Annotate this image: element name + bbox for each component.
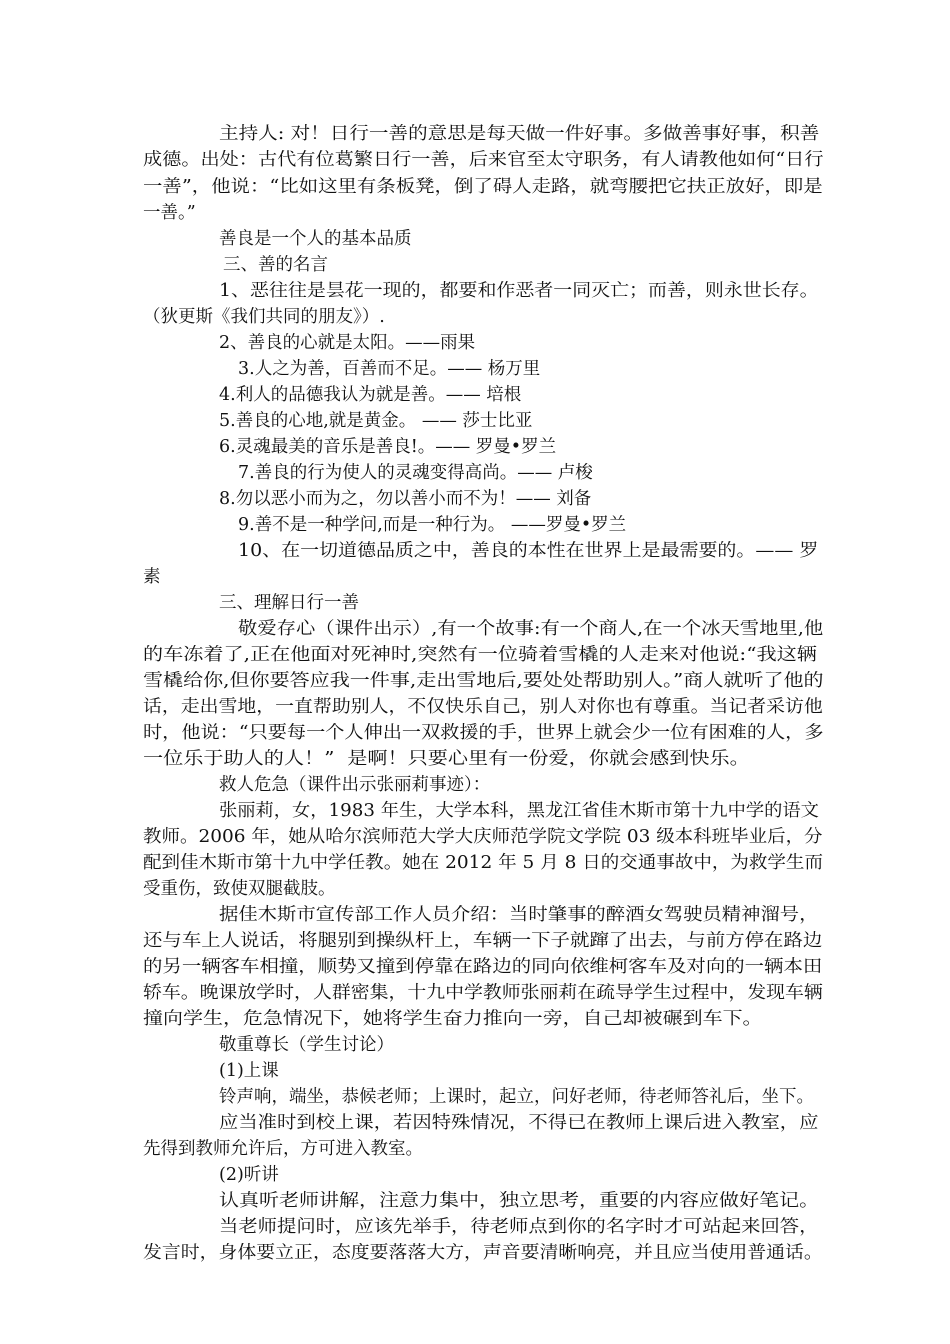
- paragraph-line: 敬爱存心（课件出示）,有一个故事:有一个商人,在一个冰天雪地里,他: [238, 619, 824, 639]
- quote-line: 1、恶往往是昙花一现的，都要和作恶者一同灭亡；而善，则永世长存。: [219, 281, 819, 301]
- paragraph-line: 轿车。晚课放学时，人群密集，十九中学教师张丽莉在疏导学生过程中，发现车辆: [143, 983, 823, 1003]
- quote-line: 7.善良的行为使人的灵魂变得高尚。—— 卢梭: [238, 463, 593, 483]
- paragraph-line: 教师。2006 年，她从哈尔滨师范大学大庆师范学院文学院 03 级本科班毕业后，分: [143, 827, 823, 847]
- paragraph-line: 主持人: 对！日行一善的意思是每天做一件好事。多做善事好事，积善: [219, 124, 820, 144]
- paragraph-line: 一善。”: [143, 203, 196, 223]
- quote-line: 10、在一切道德品质之中，善良的本性在世界上是最需要的。—— 罗: [238, 541, 819, 561]
- paragraph-line: 话，走出雪地，一直帮助别人，不仅快乐自己，别人对你也有尊重。当记者采访他: [143, 697, 823, 717]
- quote-line: 6.灵魂最美的音乐是善良!。—— 罗曼•罗兰: [219, 437, 557, 457]
- paragraph-line: 据佳木斯市宣传部工作人员介绍：当时肇事的醉酒女驾驶员精神溜号，: [219, 905, 819, 925]
- paragraph-line: 配到佳木斯市第十九中学任教。她在 2012 年 5 月 8 日的交通事故中，为救学生而: [143, 853, 823, 873]
- subheading: 救人危急（课件出示张丽莉事迹）：: [219, 775, 491, 795]
- quote-line: 9.善不是一种学问,而是一种行为。 ——罗曼•罗兰: [238, 515, 627, 535]
- paragraph-line: 的另一辆客车相撞，顺势又撞到停靠在路边的同向依维柯客车及对向的一辆本田: [143, 957, 823, 977]
- subheading: (2)听讲: [219, 1165, 279, 1185]
- quote-line: 素: [143, 567, 161, 587]
- paragraph-line: 应当准时到校上课，若因特殊情况，不得已在教师上课后进入教室，应: [219, 1113, 819, 1133]
- paragraph-line: 的车冻着了,正在他面对死神时,突然有一位骑着雪橇的人走来对他说:“我这辆: [143, 645, 817, 665]
- paragraph-line: 还与车上人说话，将腿别到操纵杆上，车辆一下子就蹿了出去，与前方停在路边: [143, 931, 823, 951]
- paragraph-line: 认真听老师讲解，注意力集中，独立思考，重要的内容应做好笔记。: [219, 1191, 820, 1211]
- paragraph-line: 撞向学生，危急情况下，她将学生奋力推向一旁，自己却被碾到车下。: [143, 1009, 763, 1029]
- quote-line: 2、善良的心就是太阳。——雨果: [219, 333, 476, 353]
- quote-line: 5.善良的心地,就是黄金。 —— 莎士比亚: [219, 411, 533, 431]
- paragraph-line: 铃声响，端坐，恭候老师；上课时，起立，问好老师，待老师答礼后，坐下。: [219, 1087, 814, 1107]
- paragraph-line: 受重伤，致使双腿截肢。: [143, 879, 336, 899]
- paragraph-line: 先得到教师允许后，方可进入教室。: [143, 1139, 423, 1159]
- paragraph-line: 发言时，身体要立正，态度要落落大方，声音要清晰响亮，并且应当使用普通话。: [143, 1243, 823, 1263]
- paragraph-line: 成德。出处：古代有位葛繁日行一善，后来官至太守职务，有人请教他如何“日行: [143, 150, 824, 170]
- paragraph-line: 善良是一个人的基本品质: [219, 229, 412, 249]
- subheading: 敬重尊长（学生讨论）: [219, 1035, 394, 1055]
- paragraph-line: 张丽莉，女，1983 年生，大学本科，黑龙江省佳木斯市第十九中学的语文: [219, 801, 819, 821]
- quote-line: 3.人之为善，百善而不足。—— 杨万里: [238, 359, 541, 379]
- subheading: (1)上课: [219, 1061, 279, 1081]
- paragraph-line: 当老师提问时，应该先举手，待老师点到你的名字时才可站起来回答，: [219, 1217, 819, 1237]
- quote-line: 8.勿以恶小而为之，勿以善小而不为！—— 刘备: [219, 489, 592, 509]
- section-heading: 三、理解日行一善: [219, 593, 359, 613]
- paragraph-line: 雪橇给你,但你要答应我一件事,走出雪地后,要处处帮助别人。”商人就听了他的: [143, 671, 824, 691]
- section-heading: 三、善的名言: [223, 255, 328, 275]
- paragraph-line: 一位乐于助人的人！” 是啊！只要心里有一份爱，你就会感到快乐。: [143, 749, 750, 769]
- quote-line: （狄更斯《我们共同的朋友》）.: [143, 307, 385, 327]
- quote-line: 4.利人的品德我认为就是善。—— 培根: [219, 385, 522, 405]
- paragraph-line: 时，他说：“只要每一个人伸出一双救援的手，世界上就会少一位有困难的人，多: [143, 723, 824, 743]
- paragraph-line: 一善”，他说：“比如这里有条板凳，倒了碍人走路，就弯腰把它扶正放好，即是: [143, 177, 823, 197]
